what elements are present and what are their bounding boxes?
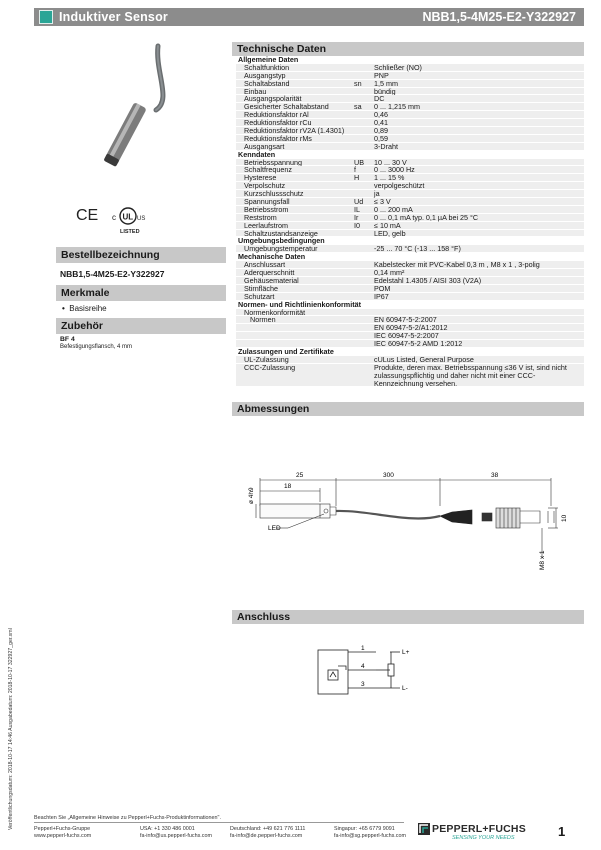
spec-name: Einbau [244, 86, 267, 96]
side-print-info: Veröffentlichungsdatum: 2018-10-17 14:46 Ausgabedatum: 2018-10-17 322927_ger.xml [8, 628, 14, 830]
svg-text:M8 x 1: M8 x 1 [539, 550, 546, 570]
spec-name: Schaltfunktion [244, 62, 290, 72]
spec-value: 0,59 [374, 133, 388, 143]
spec-name: Ausgangstyp [244, 70, 286, 80]
spec-row [236, 277, 584, 285]
spec-value: LED, gelb [374, 228, 406, 238]
spec-value: Produkte, deren max. Betriebsspannung ≤36 V ist, sind nicht zulassungspflichtig und daher nicht mit einer CCC-Kennzeichnung versehen. [374, 362, 567, 388]
spec-value: EN 60947-5-2/A1:2012 [374, 323, 448, 333]
spec-name: Reduktionsfaktor rV2A (1.4301) [244, 126, 345, 136]
accessory-description: Befestigungsflansch, 4 mm [60, 344, 133, 350]
spec-value: -25 ... 70 °C (-13 ... 158 °F) [374, 244, 461, 254]
ul-listed-icon [112, 208, 145, 235]
spec-name: Reduktionsfaktor rCu [244, 118, 312, 128]
spec-value: ≤ 3 V [374, 197, 391, 207]
spec-value: verpolgeschützt [374, 181, 425, 191]
svg-text:3: 3 [361, 681, 365, 688]
spec-name: Ausgangsart [244, 141, 285, 151]
spec-value: POM [374, 283, 391, 293]
product-category: Induktiver Sensor [59, 10, 168, 24]
svg-text:LISTED: LISTED [120, 229, 140, 235]
spec-name: Spannungsfall [244, 197, 290, 207]
spec-value: 0 ... 0,1 mA typ. 0,1 µA bei 25 °C [374, 212, 479, 222]
spec-name: Betriebsstrom [244, 204, 289, 214]
spec-value: 1,5 mm [374, 78, 398, 88]
spec-value: EN 60947-5-2:2007 [374, 315, 437, 325]
spec-symbol: UB [354, 157, 364, 167]
spec-value: Edelstahl 1.4305 / AISI 303 (V2A) [374, 275, 482, 285]
spec-name: Leerlaufstrom [244, 220, 288, 230]
spec-name: Stirnfläche [244, 283, 278, 293]
svg-text:L+: L+ [402, 649, 410, 656]
spec-name: Gesicherter Schaltabstand [244, 102, 329, 112]
spec-row [236, 166, 584, 174]
spec-name: Gehäusematerial [244, 275, 299, 285]
dimension-drawing [240, 466, 580, 584]
spec-value: 0,14 mm² [374, 268, 405, 278]
brand-mark-icon [418, 823, 430, 835]
spec-name: Schutzart [244, 291, 275, 301]
spec-value: bündig [374, 86, 396, 96]
spec-name: Betriebsspannung [244, 157, 302, 167]
technical-data-table [236, 56, 584, 387]
spec-value: 1 ... 15 % [374, 173, 405, 183]
spec-name: Schaltabstand [244, 78, 290, 88]
spec-value: cULus Listed, General Purpose [374, 354, 474, 364]
spec-value: 0 ... 3000 Hz [374, 165, 415, 175]
technical-data-title: Technische Daten [232, 42, 584, 56]
spec-value: 0 ... 1,215 mm [374, 102, 420, 112]
svg-text:CE: CE [76, 207, 99, 224]
wiring-diagram [316, 640, 436, 710]
spec-name: CCC-Zulassung [244, 362, 296, 372]
spec-row [236, 364, 584, 388]
spec-name: Reduktionsfaktor rMs [244, 133, 312, 143]
footer-divider [34, 822, 404, 823]
page-number: 1 [558, 824, 566, 839]
spec-row [236, 143, 584, 151]
spec-value: Schließer (NO) [374, 62, 422, 72]
spec-symbol: sn [354, 78, 362, 88]
spec-value: IEC 60947-5-2 AMD 1:2012 [374, 339, 463, 349]
spec-value: ja [374, 189, 380, 199]
footer-note: Beachten Sie „Allgemeine Hinweise zu Pepperl+Fuchs-Produktinformationen". [34, 815, 221, 821]
footer-group: Pepperl+Fuchs-Gruppe www.pepperl-fuchs.com [34, 826, 92, 839]
spec-symbol: H [354, 173, 360, 183]
certification-marks [76, 202, 156, 242]
svg-text:4: 4 [361, 663, 365, 670]
svg-text:18: 18 [284, 483, 292, 490]
spec-value: Kabelstecker mit PVC-Kabel 0,3 m , M8 x 1 , 3-polig [374, 260, 540, 270]
svg-text:US: US [137, 216, 146, 222]
svg-text:UL: UL [122, 212, 134, 222]
svg-text:10: 10 [561, 514, 568, 522]
spec-name: Aderquerschnitt [244, 268, 295, 278]
spec-value: 0,46 [374, 110, 388, 120]
svg-text:ø 4h9: ø 4h9 [248, 487, 255, 504]
brand-logo: PEPPERL+FUCHS SENSING YOUR NEEDS [418, 823, 538, 845]
spec-row [236, 64, 584, 72]
spec-symbol: f [354, 165, 356, 175]
spec-section-header: Zulassungen und Zertifikate [238, 346, 334, 356]
feature-item: • Basisreihe [62, 304, 107, 313]
spec-name: Normenkonformität [244, 307, 306, 317]
order-code: NBB1,5-4M25-E2-Y322927 [60, 269, 165, 279]
svg-text:300: 300 [383, 472, 394, 479]
spec-name: Ausgangspolarität [244, 94, 302, 104]
spec-value: 0,89 [374, 126, 388, 136]
spec-row [236, 285, 584, 293]
spec-symbol: I0 [354, 220, 360, 230]
spec-value: DC [374, 94, 385, 104]
spec-symbol: Ud [354, 197, 364, 207]
spec-symbol: sa [354, 102, 362, 112]
svg-text:25: 25 [296, 472, 304, 479]
spec-name: Umgebungstemperatur [244, 244, 318, 254]
spec-row [236, 214, 584, 222]
spec-value: 3-Draht [374, 141, 398, 151]
header-square-icon [39, 10, 53, 24]
svg-text:L-: L- [402, 685, 408, 692]
svg-text:1: 1 [361, 645, 365, 652]
spec-symbol: Ir [354, 212, 359, 222]
spec-name: Kurzschlussschutz [244, 189, 304, 199]
accessory-name: BF 4 [60, 336, 75, 343]
spec-value: ≤ 10 mA [374, 220, 401, 230]
svg-text:38: 38 [491, 472, 499, 479]
spec-row [236, 80, 584, 88]
spec-section-header: Allgemeine Daten [238, 55, 299, 64]
accessories-section-title: Zubehör [56, 318, 226, 334]
footer-usa: USA: +1 330 486 0001 fa-info@us.pepperl-fuchs.com [140, 826, 212, 839]
spec-name: Hysterese [244, 173, 277, 183]
spec-value: IEC 60947-5-2:2007 [374, 331, 439, 341]
spec-value: 10 ... 30 V [374, 157, 407, 167]
spec-name: Normen [250, 315, 276, 325]
spec-name: Anschlussart [244, 260, 286, 270]
spec-section-header: Mechanische Daten [238, 252, 306, 262]
order-section-title: Bestellbezeichnung [56, 247, 226, 263]
spec-section-header: Kenndaten [238, 149, 276, 159]
spec-value: IP67 [374, 291, 389, 301]
footer-germany: Deutschland: +49 621 776 1111 fa-info@de.pepperl-fuchs.com [230, 826, 306, 839]
product-model: NBB1,5-4M25-E2-Y322927 [422, 10, 576, 24]
ce-mark-icon [76, 207, 98, 224]
spec-value: 0 ... 200 mA [374, 204, 413, 214]
spec-name: Reststrom [244, 212, 277, 222]
dimensions-title: Abmessungen [232, 402, 584, 416]
sensor-photo [60, 42, 210, 182]
svg-text:LED: LED [268, 525, 281, 532]
spec-name: Schaltzustandsanzeige [244, 228, 318, 238]
spec-name: Schaltfrequenz [244, 165, 292, 175]
spec-section-header: Normen- und Richtlinienkonformität [238, 299, 361, 309]
spec-value: PNP [374, 70, 389, 80]
connection-title: Anschluss [232, 610, 584, 624]
spec-symbol: IL [354, 204, 360, 214]
spec-name: UL-Zulassung [244, 354, 289, 364]
spec-name: Verpolschutz [244, 181, 286, 191]
spec-row [236, 135, 584, 143]
spec-section-header: Umgebungsbedingungen [238, 236, 325, 246]
features-section-title: Merkmale [56, 285, 226, 301]
svg-text:c: c [112, 213, 116, 222]
footer-singapore: Singapur: +65 6779 9091 fa-info@sg.pepperl-fuchs.com [334, 826, 406, 839]
header-bar [34, 8, 584, 26]
spec-name: Reduktionsfaktor rAl [244, 110, 309, 120]
spec-value: 0,41 [374, 118, 388, 128]
